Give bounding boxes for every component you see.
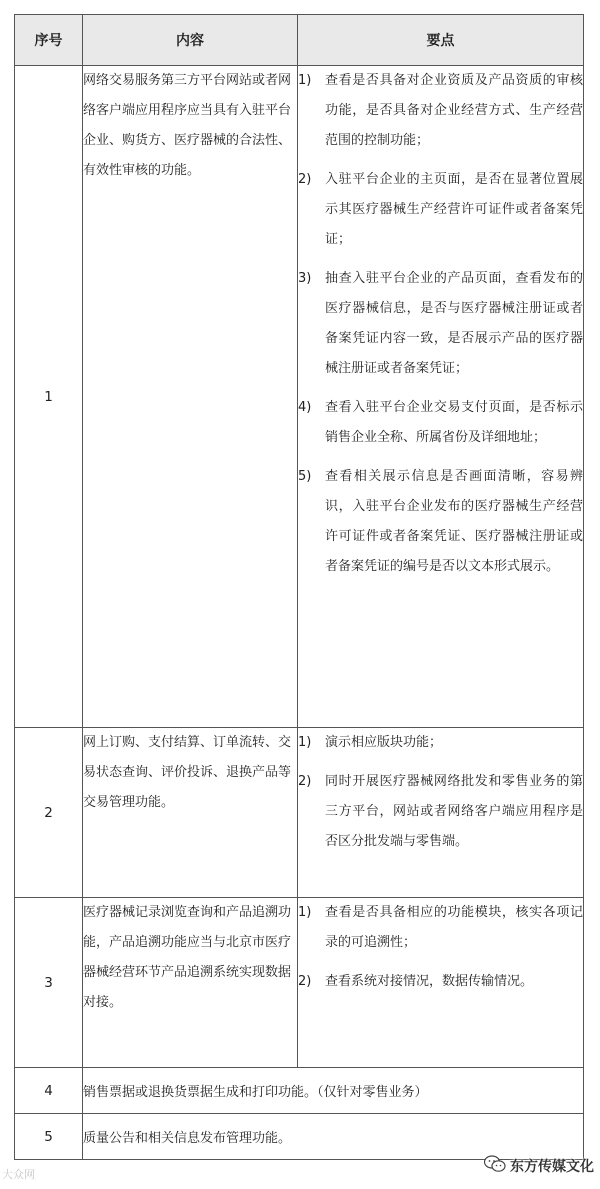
header-content: 内容 xyxy=(83,15,298,66)
table-header-row xyxy=(15,15,584,66)
row-number: 2 xyxy=(15,728,83,898)
row-content: 网络交易服务第三方平台网站或者网络客户端应用程序应当具有入驻平台企业、购货方、医疗器械的合法性、有效性审核的功能。 xyxy=(83,66,298,728)
key-point xyxy=(298,967,583,997)
source-watermark: 大众网 xyxy=(2,1168,35,1181)
row-number: 4 xyxy=(15,1068,83,1114)
row-content: 网上订购、支付结算、订单流转、交易状态查询、评价投诉、退换产品等交易管理功能。 xyxy=(83,728,298,898)
header-serial-number: 序号 xyxy=(15,15,83,66)
key-point xyxy=(298,728,583,758)
key-point-text: 入驻平台企业的主页面，是否在显著位置展示其医疗器械生产经营许可证件或者备案凭证； xyxy=(325,172,583,247)
key-point-text: 查看是否具备对企业资质及产品资质的审核功能，是否具备对企业经营方式、生产经营范围的控制功能； xyxy=(325,73,583,148)
row-number: 5 xyxy=(15,1114,83,1160)
account-name: 东方传媒文化 xyxy=(510,1159,594,1175)
key-point-text: 查看系统对接情况，数据传输情况。 xyxy=(325,974,534,989)
key-point-text: 抽查入驻平台企业的产品页面，查看发布的医疗器械信息，是否与医疗器械注册证或者备案凭证内容一致，是否展示产品的医疗器械注册证或者备案凭证； xyxy=(325,271,583,376)
key-point xyxy=(298,264,583,384)
account-watermark xyxy=(484,1155,594,1177)
key-point xyxy=(298,165,583,255)
row-key-points xyxy=(298,898,584,1068)
row-content: 销售票据或退换货票据生成和打印功能。（仅针对零售业务） xyxy=(83,1068,584,1114)
table-row xyxy=(15,66,584,728)
key-point xyxy=(298,462,583,582)
key-point-number: 1) xyxy=(298,73,312,88)
key-point-text: 查看是否具备相应的功能模块，核实各项记录的可追溯性； xyxy=(325,905,583,950)
key-point-text: 查看入驻平台企业交易支付页面，是否标示销售企业全称、所属省份及详细地址； xyxy=(325,400,583,445)
key-point-number: 1) xyxy=(298,905,312,920)
row-content: 质量公告和相关信息发布管理功能。 xyxy=(83,1114,584,1160)
key-point xyxy=(298,898,583,958)
key-point xyxy=(298,393,583,453)
table-row xyxy=(15,1068,584,1114)
key-point-number: 1) xyxy=(298,735,312,750)
row-key-points xyxy=(298,66,584,728)
key-point-number: 2) xyxy=(298,172,312,187)
table-row xyxy=(15,1114,584,1160)
wechat-icon xyxy=(484,1155,506,1177)
key-point-number: 5) xyxy=(298,469,312,484)
table-row xyxy=(15,728,584,898)
key-point-number: 2) xyxy=(298,974,312,989)
key-point-number: 4) xyxy=(298,400,312,415)
header-key-points: 要点 xyxy=(298,15,584,66)
key-point-number: 2) xyxy=(298,774,312,789)
key-point xyxy=(298,66,583,156)
row-content: 医疗器械记录浏览查询和产品追溯功能，产品追溯功能应当与北京市医疗器械经营环节产品追溯系统实现数据对接。 xyxy=(83,898,298,1068)
key-point-text: 演示相应版块功能； xyxy=(325,735,443,750)
row-key-points xyxy=(298,728,584,898)
requirements-table xyxy=(14,14,584,1160)
key-point xyxy=(298,767,583,857)
row-number: 3 xyxy=(15,898,83,1068)
table-row xyxy=(15,898,584,1068)
key-point-number: 3) xyxy=(298,271,312,286)
key-point-text: 查看相关展示信息是否画面清晰，容易辨识，入驻平台企业发布的医疗器械生产经营许可证件或者备案凭证、医疗器械注册证或者备案凭证的编号是否以文本形式展示。 xyxy=(325,469,583,574)
key-point-text: 同时开展医疗器械网络批发和零售业务的第三方平台，网站或者网络客户端应用程序是否区分批发端与零售端。 xyxy=(325,774,583,849)
row-number: 1 xyxy=(15,66,83,728)
